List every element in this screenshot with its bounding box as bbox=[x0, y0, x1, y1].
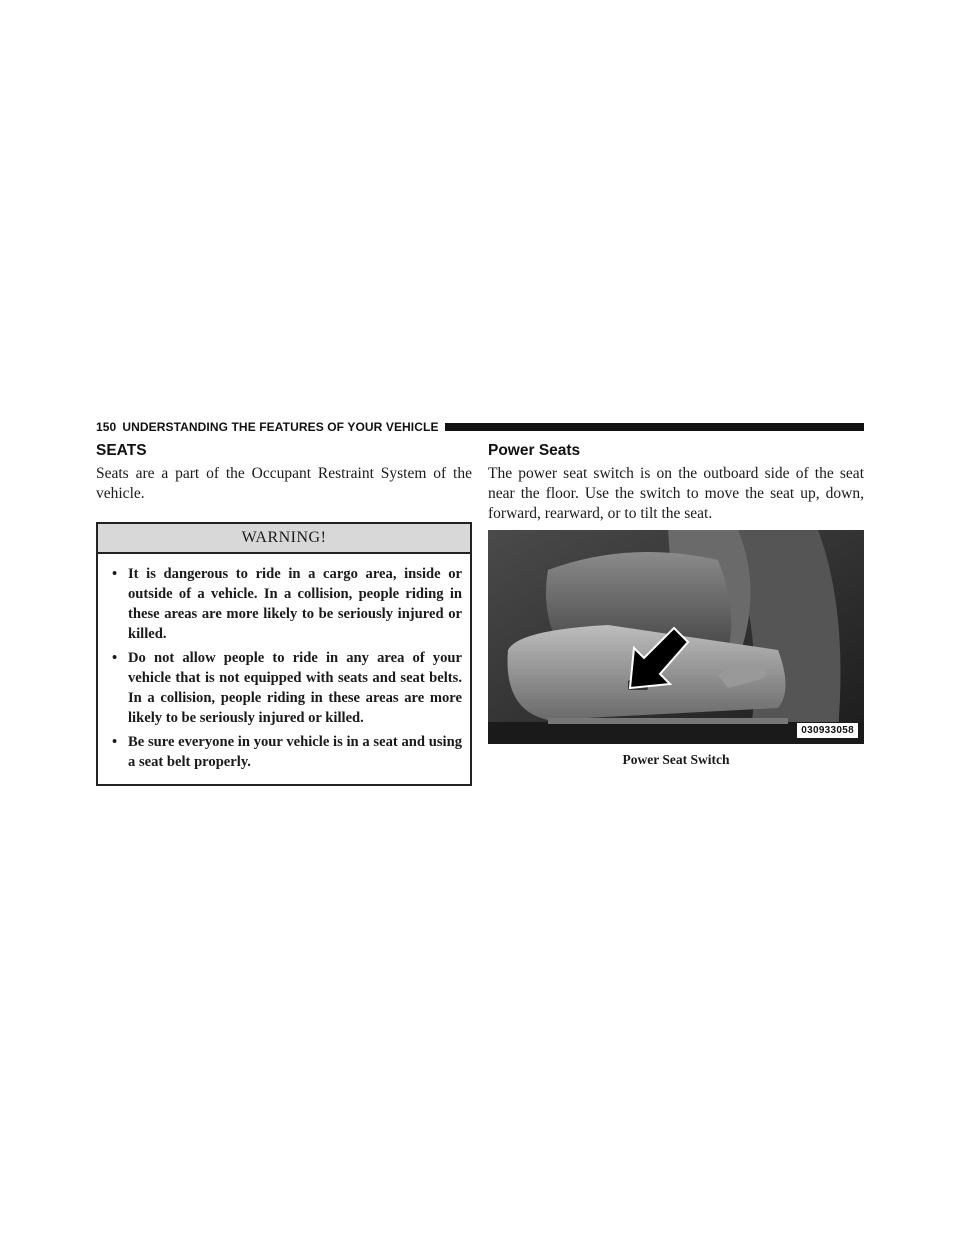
power-seats-heading: Power Seats bbox=[488, 442, 581, 459]
right-column bbox=[488, 442, 864, 768]
seat-illustration bbox=[488, 530, 864, 744]
bullet-icon: • bbox=[112, 734, 118, 750]
figure-code: 030933058 bbox=[797, 723, 858, 738]
seats-intro: Seats are a part of the Occupant Restraint System of the vehicle. bbox=[96, 465, 472, 502]
warning-item-text: It is dangerous to ride in a cargo area, inside or outside of a vehicle. In a collision, people riding in these areas are more likely to be seriously injured or killed. bbox=[128, 566, 462, 642]
warning-list bbox=[98, 554, 470, 784]
power-seats-body: The power seat switch is on the outboard side of the seat near the floor. Use the switch to move the seat up, down, forward, rearward, or to tilt the seat. bbox=[488, 465, 864, 522]
seats-heading: SEATS bbox=[96, 442, 147, 459]
figure-caption: Power Seat Switch bbox=[622, 752, 730, 767]
warning-title: WARNING! bbox=[98, 524, 470, 554]
page-header bbox=[96, 418, 864, 436]
left-column bbox=[96, 442, 472, 786]
warning-box bbox=[96, 522, 472, 786]
bullet-icon: • bbox=[112, 650, 118, 666]
page-number: 150 bbox=[96, 420, 117, 434]
warning-item bbox=[106, 648, 462, 728]
power-seat-photo bbox=[488, 530, 864, 744]
bullet-icon: • bbox=[112, 566, 118, 582]
warning-item bbox=[106, 564, 462, 644]
header-rule bbox=[445, 423, 864, 431]
section-title: UNDERSTANDING THE FEATURES OF YOUR VEHICLE bbox=[122, 420, 439, 434]
warning-item bbox=[106, 732, 462, 772]
warning-item-text: Do not allow people to ride in any area of your vehicle that is not equipped with seats and seat belts. In a collision, people riding in these areas are more likely to be seriously injured or killed. bbox=[128, 650, 462, 726]
warning-item-text: Be sure everyone in your vehicle is in a seat and using a seat belt properly. bbox=[128, 734, 462, 770]
